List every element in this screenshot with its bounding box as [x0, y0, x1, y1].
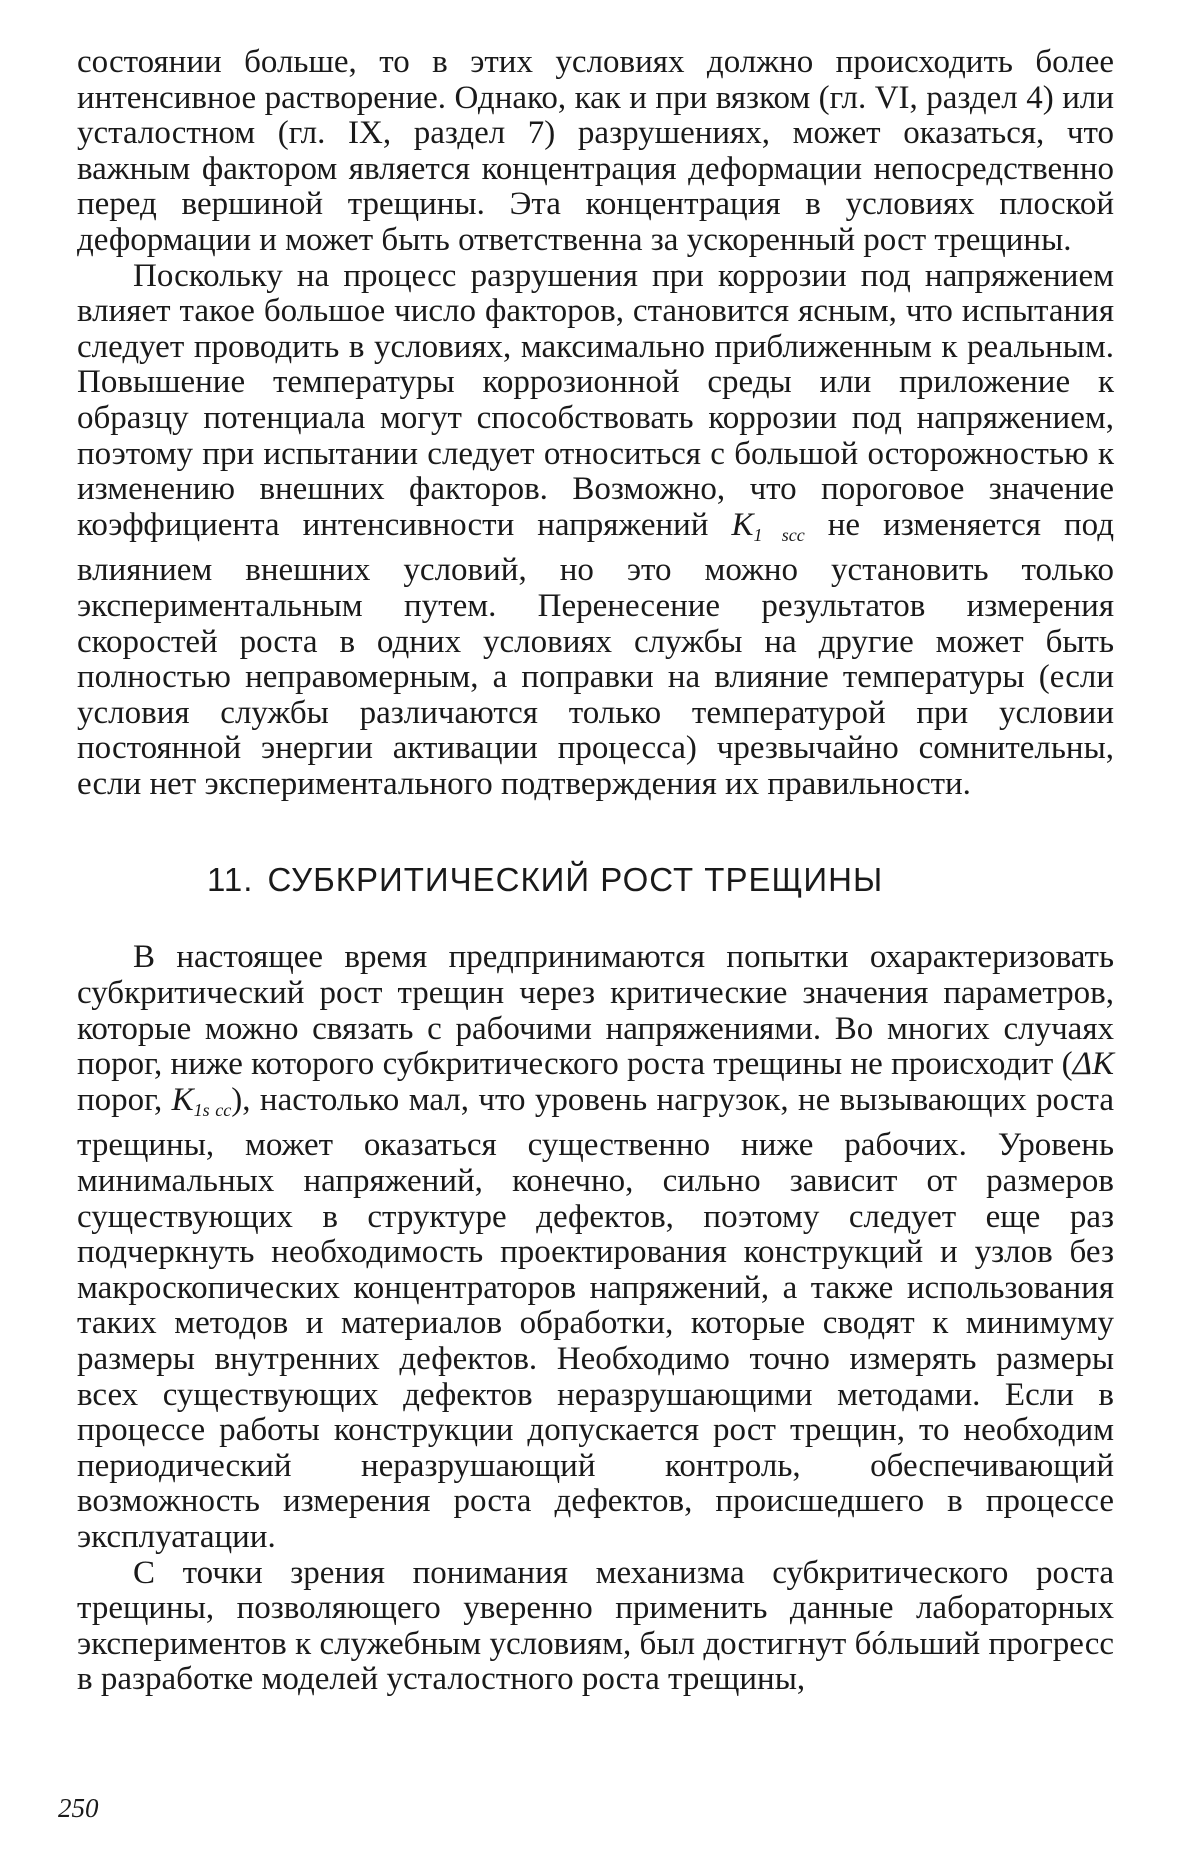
paragraph-subcritical-growth-intro [77, 940, 1114, 1555]
paragraph-continued: состоянии больше, то в этих условиях должно происходить более интенсивное растворение. Однако, как и при вязком (гл. VI, раздел 4) или усталостном (гл. IX, раздел 7) разрушениях, может оказаться, что важным фактором является концентрация деформации непосредственно перед вершиной трещины. Эта концентрация в условиях плоской деформации и может быть ответственна за ускоренный рост трещины. [77, 44, 1114, 258]
paragraph-text-part: порог, [77, 1081, 172, 1118]
paragraph-text-part: Поскольку на процесс разрушения при коррозии под напряжением влияет такое большое число факторов, становится ясным, что испытания следует проводить в условиях, максимально приближенным к реальным. Повышение температуры коррозионной среды или приложение к образцу потенциала могут способствовать коррозии под напряжением, поэтому при испытании следует относиться с большой осторожностью к изменению внешних факторов. Возможно, что пороговое значение коэффициента интенсивности напряжений [77, 257, 1114, 543]
section-heading [77, 860, 1114, 900]
paragraph-text-part: не изменяется под влиянием внешних условий, но это можно установить только экспериментальным путем. Перенесение результатов измерения скоростей роста в одних условиях службы на другие может быть полностью неправомерным, а поправки на влияние температуры (если условия службы различаются только температурой при условии постоянной энергии активации процесса) чрезвычайно сомнительны, если нет экспериментального подтверждения их правильности. [77, 506, 1115, 802]
paragraph-stress-corrosion-testing [77, 259, 1114, 803]
paragraph-mechanism-understanding: С точки зрения понимания механизма субкритического роста трещины, позволяющего уверенно применить данные лабораторных экспериментов к служебным условиям, был достигнут бóльший прогресс в разработке моделей усталостного роста трещины, [77, 1554, 1114, 1698]
symbol-delta-k: ΔK [1072, 1046, 1114, 1083]
page-number: 250 [58, 1793, 99, 1823]
symbol-subscript: 1 scc [753, 524, 805, 545]
paragraph-text-part: В настоящее время предпринимаются попытки охарактеризовать субкритический рост трещин через критические значения параметров, которые можно связать с рабочими напряжениями. Во многих случаях порог, ниже которого субкритического роста трещины не происходит ( [77, 939, 1114, 1083]
symbol-subscript: 1s cc [193, 1099, 232, 1120]
paragraph-text-part: ), настолько мал, что уровень нагрузок, не вызывающих роста трещины, может оказаться существенно ниже рабочих. Уровень минимальных напряжений, конечно, сильно зависит от размеров существующих в структуре дефектов, поэтому следует еще раз подчеркнуть необходимость проектирования конструкций и узлов без макроскопических концентраторов напряжений, а также использования таких методов и материалов обработки, которые сводят к минимуму размеры внутренних дефектов. Необходимо точно измерять размеры всех существующих дефектов неразрушающими методами. Если в процессе работы конструкции допускается рост трещин, то необходим периодический неразрушающий контроль, обеспечивающий возможность измерения роста дефектов, происшедшего в процессе эксплуатации. [77, 1081, 1114, 1555]
symbol-k: K [171, 1081, 194, 1118]
section-number: 11. [207, 861, 254, 899]
section-title: СУБКРИТИЧЕСКИЙ РОСТ ТРЕЩИНЫ [267, 861, 884, 899]
symbol-k: K [731, 506, 754, 543]
